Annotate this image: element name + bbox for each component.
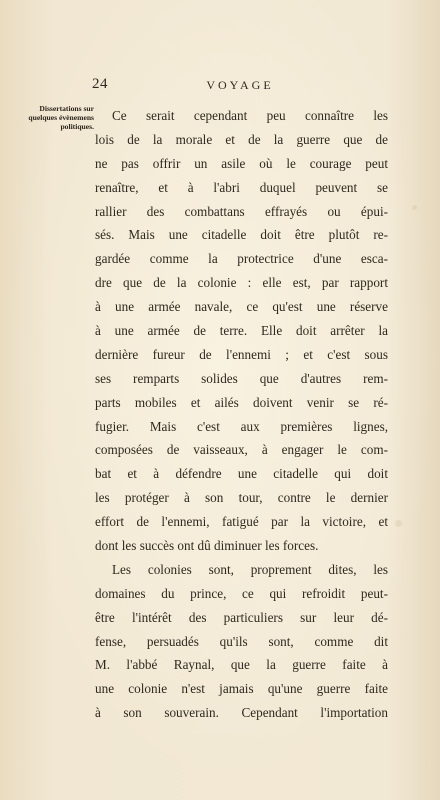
text-line: parts mobiles et ailés doivent venir se ré- bbox=[95, 394, 388, 410]
text-line: à son souverain. Cependant l'importation bbox=[95, 705, 388, 721]
text-line: lois de la morale et de la guerre que de bbox=[95, 131, 388, 147]
text-line: fense, persuadés qu'ils sont, comme dit bbox=[95, 633, 388, 649]
paper-stain bbox=[395, 520, 402, 527]
text-line: Les colonies sont, proprement dites, les bbox=[112, 561, 388, 577]
text-line: être l'intérêt des particuliers sur leur dé- bbox=[95, 609, 388, 625]
text-line: dre que de la colonie : elle est, par rapport bbox=[95, 275, 388, 291]
text-line: dernière fureur de l'ennemi ; et c'est sous bbox=[95, 346, 388, 362]
text-line: sés. Mais une citadelle doit être plutôt re- bbox=[95, 227, 388, 243]
text-line: gardée comme la protectrice d'une esca- bbox=[95, 251, 388, 267]
text-line: rallier des combattans effrayés ou épui- bbox=[95, 203, 388, 219]
body-text bbox=[95, 104, 388, 725]
running-title: VOYAGE bbox=[206, 78, 274, 92]
text-line: M. l'abbé Raynal, que la guerre faite à bbox=[95, 657, 388, 673]
text-line: une colonie n'est jamais qu'une guerre faite bbox=[95, 681, 388, 697]
text-line: Ce serait cependant peu connaître les bbox=[112, 108, 388, 123]
text-line: dont les succès ont dû diminuer les forces. bbox=[95, 538, 319, 554]
running-head bbox=[92, 76, 388, 96]
text-line: bat et à défendre une citadelle qui doit bbox=[95, 466, 388, 482]
text-line: à une armée de terre. Elle doit arrêter la bbox=[95, 323, 388, 339]
text-line: ses remparts solides que d'autres rem- bbox=[95, 370, 388, 386]
page-number: 24 bbox=[92, 76, 108, 92]
text-line: à une armée navale, ce qu'est une réserve bbox=[95, 299, 388, 315]
paper-stain bbox=[412, 205, 417, 210]
text-line: composées de vaisseaux, à engager le com- bbox=[95, 442, 388, 458]
text-line: les protéger à son tour, contre le dernier bbox=[95, 490, 388, 506]
text-line: domaines du prince, ce qui refroidit peut- bbox=[95, 585, 388, 601]
text-line: fugier. Mais c'est aux premières lignes, bbox=[95, 418, 388, 434]
text-line: renaître, et à l'abri duquel peuvent se bbox=[95, 179, 388, 195]
text-line: ne pas offrir un asile où le courage peut bbox=[95, 155, 388, 171]
margin-note: Dissertations sur quelques évènemens politiques. bbox=[28, 104, 94, 131]
text-line: effort de l'ennemi, fatigué par la victoire, et bbox=[95, 514, 388, 530]
